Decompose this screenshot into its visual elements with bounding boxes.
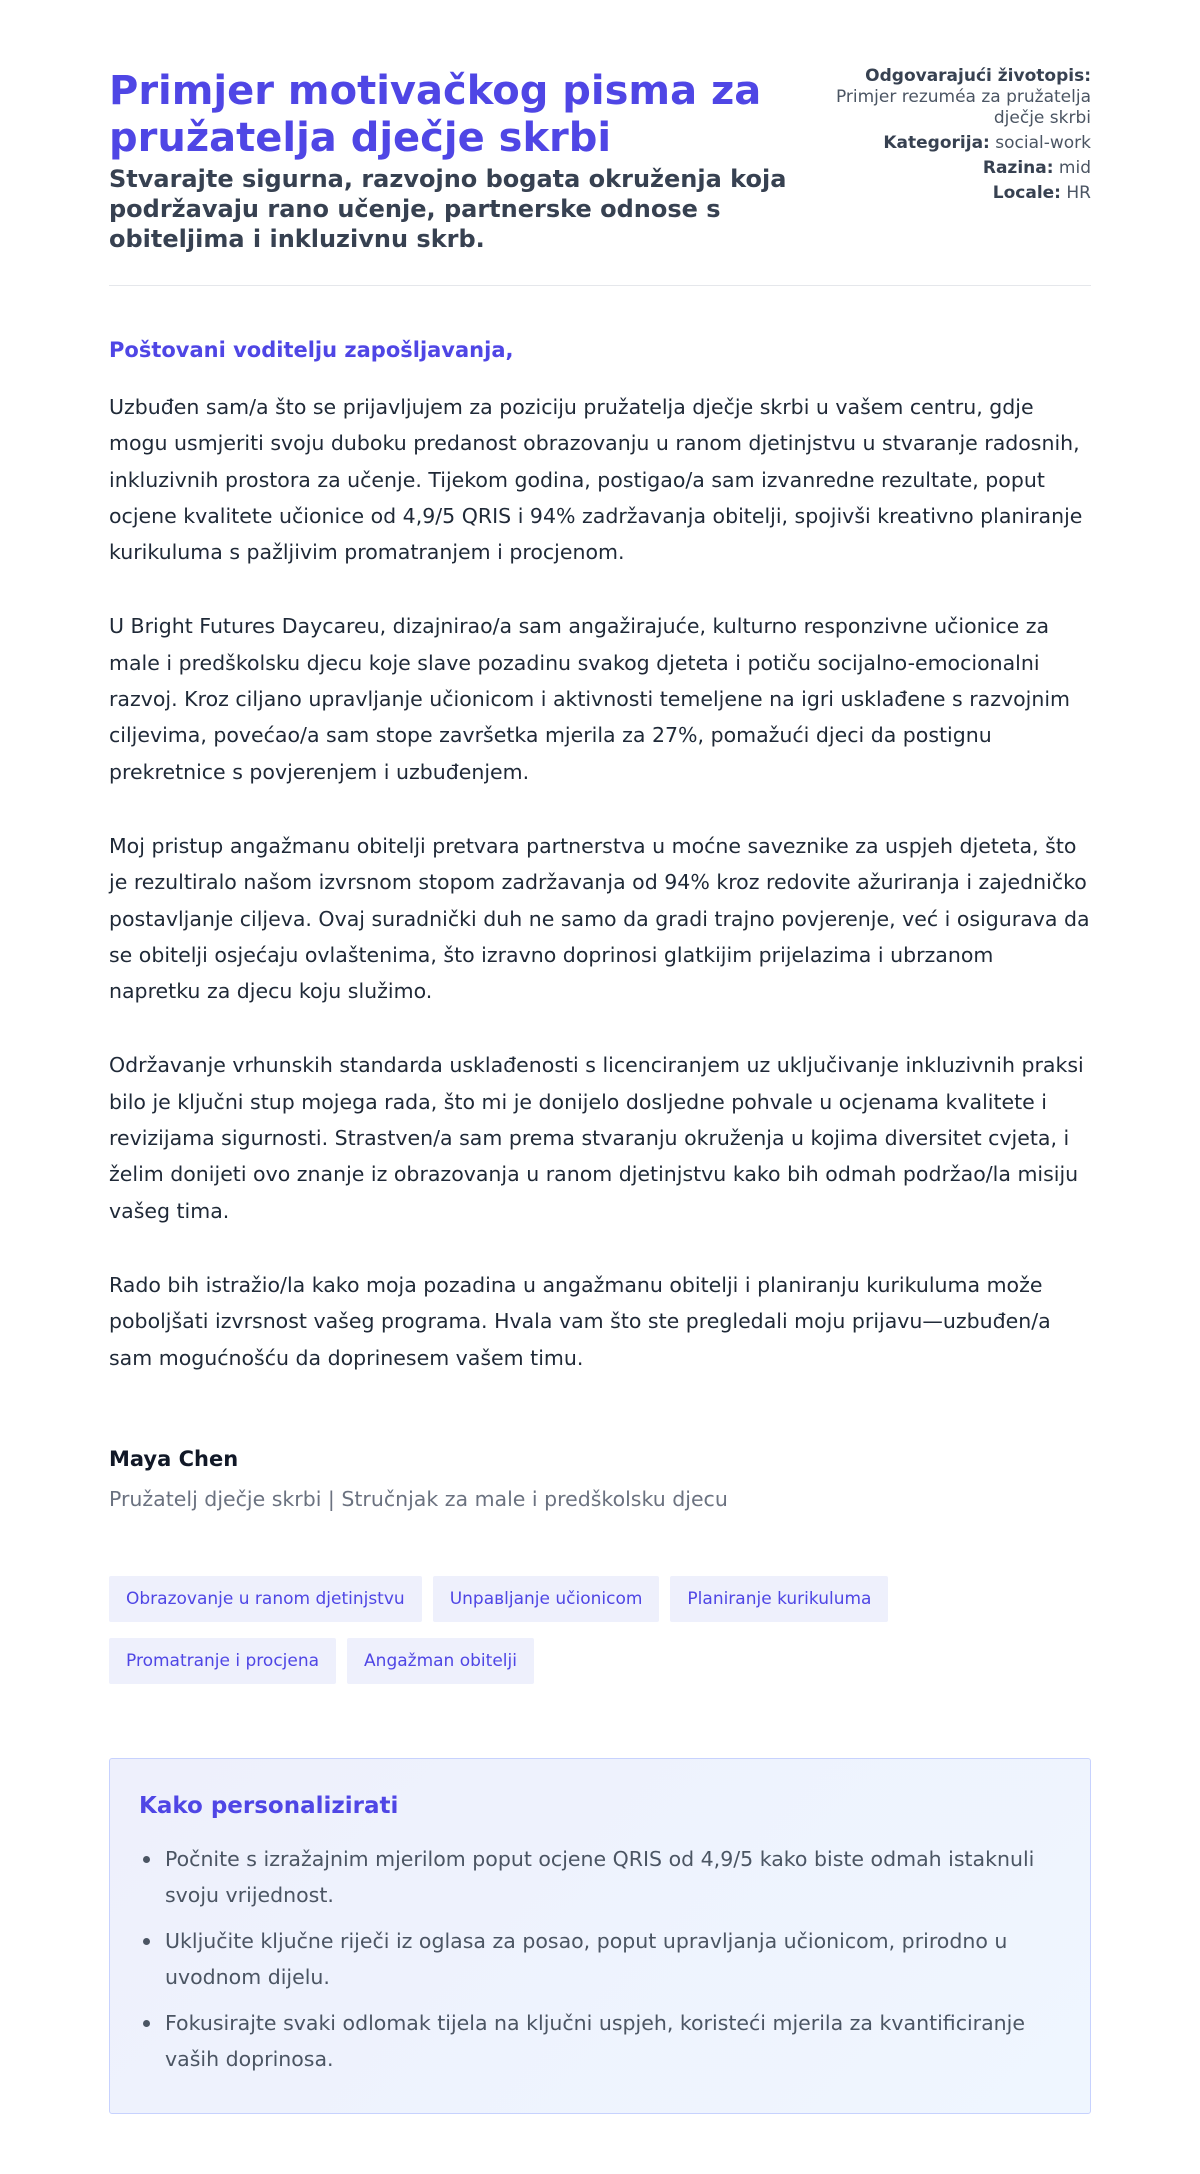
skill-tags: [109, 1576, 929, 1684]
signature-name: Maya Chen: [109, 1446, 239, 1471]
tips-title: Kako personalizirati: [139, 1792, 399, 1819]
letter-paragraph: Održavanje vrhunskih standarda usklađenosti s licenciranjem uz uključivanje inkluzivnih praksi bilo je ključni stup mojega rada, što mi je donijelo dosljedne pohvale u ocjenama kvalitete i revizijama sigurnosti. Strastven/a sam prema stvaranju okruženja u kojima diversitet cvjeta, i želim donijeti ovo znanje iz obrazovanja u ranom djetinjstvu kako bih odmah podržao/la misiju vašeg tima.: [109, 1053, 1084, 1223]
tip-text: Fokusirajte svaki odlomak tijela na ključni uspjeh, koristeći mjerila za kvantificiranje vaših doprinosa.: [165, 2010, 1025, 2071]
page-subtitle: Stvarajte sigurna, razvojno bogata okruženja koja podržavaju rano učenje, partnerske odnose s obiteljima i inkluzivnu skrb.: [109, 165, 787, 253]
letter-paragraph: U Bright Futures Daycareu, dizajnirao/a sam angažirajuće, kulturno responzivne učionice za male i predškolsku djecu koje slave pozadinu svakog djeteta i potiču socijalno-emocionalni razvoj. Kroz ciljano upravljanje učionicom i aktivnosti temeljene na igri usklađene s razvojnim ciljevima, povećao/a sam stope završetka mjerila za 27%, pomažući djeci da postignu prekretnice s povjerenjem i uzbuđenjem.: [109, 614, 1071, 784]
letter-paragraph: Uzbuđen sam/a što se prijavljujem za poziciju pružatelja dječje skrbi u vašem centru, gdje mogu usmjeriti svoju duboku predanost obrazovanju u ranom djetinjstvu u stvaranje radosnih, inkluzivnih prostora za učenje. Tijekom godina, postigao/a sam izvanredne rezultate, poput ocjene kvalitete učionice od 4,9/5 QRIS i 94% zadržavanja obitelji, spojivši kreativno planiranje kurikuluma s pažljivim promatranjem i procjenom.: [109, 395, 1083, 565]
meta-locale-label: Locale:: [992, 183, 1061, 203]
meta-locale: [831, 183, 1091, 204]
tip-item: [165, 1841, 1061, 1913]
meta-category-label: Kategorija:: [883, 133, 990, 153]
meta-category-value: social-work: [995, 133, 1091, 153]
letter-body: [109, 336, 1091, 1513]
page-header: [109, 0, 1091, 286]
signature-title: Pružatelj dječje skrbi | Stručnjak za male i predškolsku djecu: [109, 1486, 728, 1511]
tip-item: [165, 2005, 1061, 2077]
tips-list: [139, 1841, 1061, 2077]
skill-tag: Promatranje i procjena: [109, 1638, 336, 1684]
personalization-tips: [109, 1758, 1091, 2114]
tip-text: Uključite ključne riječi iz oglasa za posao, poput upravljanja učionicom, prirodno u uvodnom dijelu.: [165, 1928, 1008, 1989]
tip-item: [165, 1923, 1061, 1995]
meta-resume: [831, 66, 1091, 129]
signature: [109, 1445, 1091, 1513]
bullet-icon: [143, 1856, 150, 1863]
meta-panel: [831, 66, 1091, 208]
skill-tag: Unpaвljanje učionicom: [433, 1576, 660, 1622]
tip-text: Počnite s izražajnim mjerilom poput ocjene QRIS od 4,9/5 kako biste odmah istaknuli svoju vrijednost.: [165, 1846, 1035, 1907]
bullet-icon: [143, 1938, 150, 1945]
meta-level-value: mid: [1058, 158, 1091, 178]
bullet-icon: [143, 2020, 150, 2027]
skill-tag: Obrazovanje u ranom djetinjstvu: [109, 1576, 422, 1622]
meta-category: [831, 133, 1091, 154]
meta-locale-value: HR: [1066, 183, 1091, 203]
meta-level-label: Razina:: [982, 158, 1054, 178]
skill-tag: Angažman obitelji: [347, 1638, 534, 1684]
meta-level: [831, 158, 1091, 179]
letter-paragraph: Moj pristup angažmanu obitelji pretvara partnerstva u moćne saveznike za uspjeh djeteta, što je rezultiralo našom izvrsnom stopom zadržavanja od 94% kroz redovite ažuriranja i zajedničko postavljanje ciljeva. Ovaj suradnički duh ne samo da gradi trajno povjerenje, već i osigurava da se obitelji osjećaju ovlaštenima, što izravno doprinosi glatkijim prijelazima i ubrzanom napretku za djecu koju služimo.: [109, 833, 1090, 1004]
letter-paragraph: Rado bih istražio/la kako moja pozadina u angažmanu obitelji i planiranju kurikuluma može poboljšati izvrsnost vašeg programa. Hvala vam što ste pregledali moju prijavu—uzbuđen/a sam mogućnošću da doprinesem vašem timu.: [109, 1272, 1051, 1370]
page-title: Primjer motivačkog pisma za pružatelja dječje skrbi: [109, 68, 762, 161]
letter-paragraphs: [109, 389, 1091, 1376]
meta-resume-link[interactable]: Primjer rezuméa za pružatelja dječje skrbi: [835, 87, 1091, 128]
salutation: Poštovani voditelju zapošljavanja,: [109, 338, 514, 362]
skill-tag: Planiranje kurikuluma: [670, 1576, 888, 1622]
meta-resume-label: Odgovarajući životopis:: [865, 66, 1091, 86]
